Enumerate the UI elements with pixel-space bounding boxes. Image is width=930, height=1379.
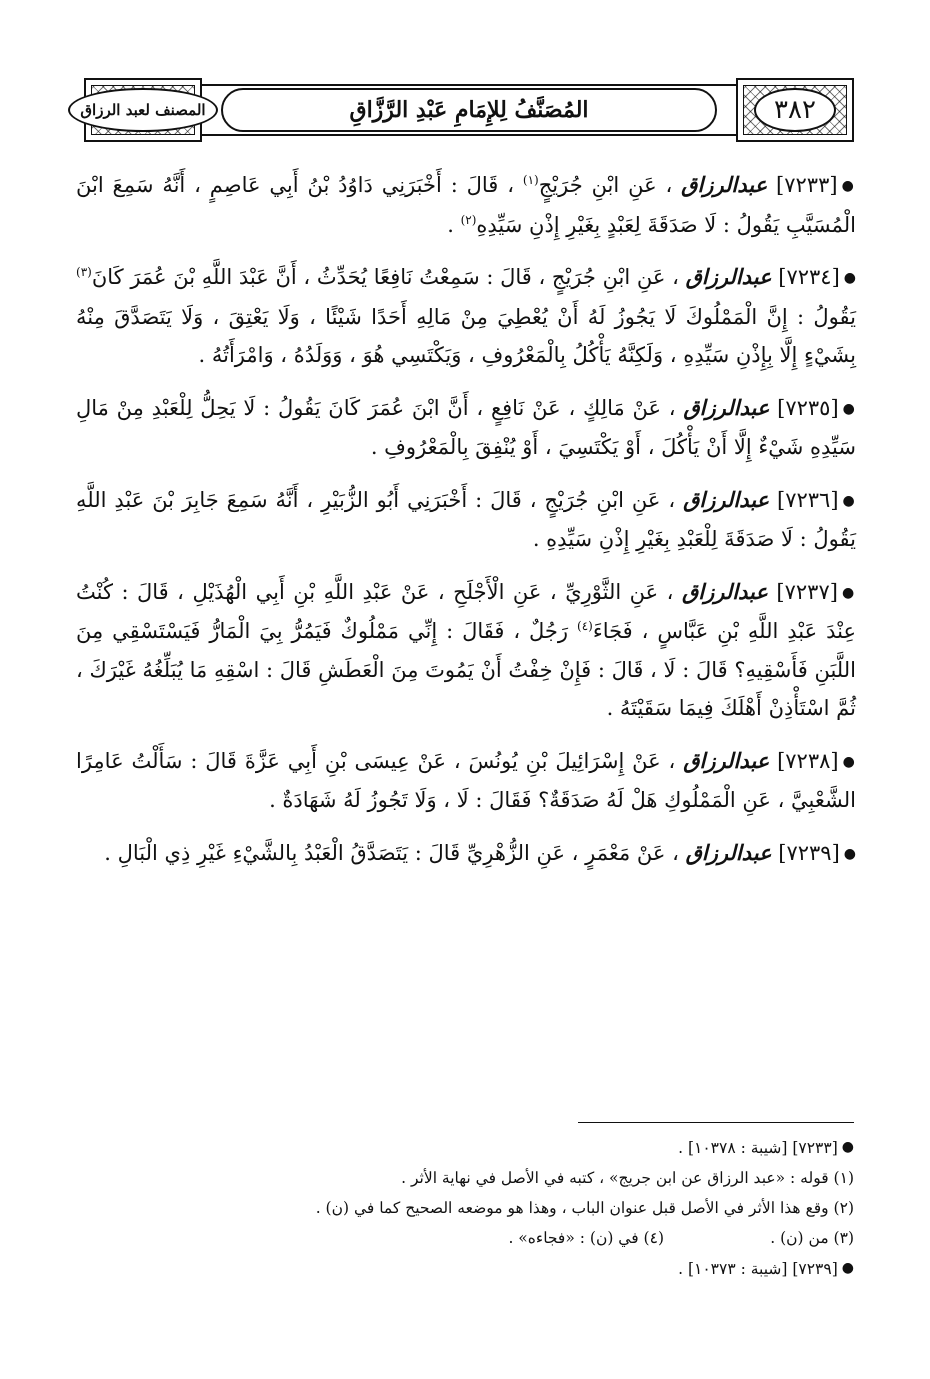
hadith-entry-7239	[76, 834, 856, 874]
entry-text: ، عَنِ الثَّوْرِيِّ ، عَنِ الْأَجْلَحِ ، عَنْ عَبْدِ اللَّهِ بْنِ أَبِي الْهُذَيْلِ ، قَالَ : كُنْتُ عِنْدَ عَبْدِ اللَّهِ بْنِ عَبَّاسٍ ، فَجَاءَ	[76, 579, 856, 643]
entry-number: [٧٢٣٩]	[778, 840, 840, 865]
entry-number: [٧٢٣٤]	[778, 265, 840, 289]
bullet-icon: ●	[841, 178, 856, 194]
narrator-name: عبدالرزاق	[683, 747, 770, 773]
footnote-marker: (٤)	[577, 619, 593, 633]
main-text	[76, 166, 856, 887]
hadith-entry-7233	[76, 166, 856, 244]
entry-text: ، عَنِ ابْنِ جُرَيْجٍ	[538, 173, 673, 197]
entry-text: ، عَنْ إِسْرَائِيلَ بْنِ يُونُسَ ، عَنْ عِيسَى بْنِ أَبِي عَزَّةَ قَالَ : سَأَلْتُ عَامِرًا الشَّعْبِيَّ ، عَنِ الْمَمْلُوكِ هَلْ لَهُ صَدَقَةٌ؟ فَقَالَ : لَا ، وَلَا تَجُوزُ لَهُ شَهَادَةٌ .	[76, 748, 856, 812]
entry-text: ، عَنِ ابْنِ جُرَيْجٍ ، قَالَ : سَمِعْتُ نَافِعًا يُحَدِّثُ ، أَنَّ عَبْدَ اللَّهِ بْنَ عُمَرَ كَانَ	[91, 265, 679, 289]
narrator-name: عبدالرزاق	[685, 839, 772, 865]
bullet-icon: ●	[841, 584, 856, 601]
entry-number: [٧٢٣٥]	[777, 395, 839, 420]
footnote-4: (٤) في (ن) : «فجاءه» .	[508, 1229, 664, 1247]
page-header	[80, 78, 854, 142]
entry-text: رَجُلٌ ، فَقَالَ : إِنِّي مَمْلُوكٌ فَيَمُرُّ بِيَ الْمَارُّ فَيَسْتَسْقِي مِنَ اللَّبَنِ فَأَسْقِيهِ؟ قَالَ : لَا ، قَالَ : فَإِنْ خِفْتُ أَنْ يَمُوتَ مِنَ الْعَطَشِ قَالَ : اسْقِهِ مَا يُبَلِّغُهُ غَيْرَكَ ، ثُمَّ اسْتَأْذِنْ أَهْلَكَ فِيمَا سَقَيْتَهُ .	[76, 619, 856, 720]
hadith-entry-7236	[76, 481, 856, 559]
title-band	[202, 84, 736, 136]
entry-text: ، عَنِ ابْنِ جُرَيْجٍ ، قَالَ : أَخْبَرَنِي أَبُو الزُّبَيْرِ ، أَنَّهُ سَمِعَ جَابِرَ بْنَ عَبْدِ اللَّهِ يَقُولُ : لَا صَدَقَةَ لِلْعَبْدِ بِغَيْرِ إِذْنِ سَيِّدِهِ .	[76, 487, 856, 551]
hadith-entry-7237	[76, 573, 856, 728]
bullet-icon: ●	[842, 492, 856, 509]
bullet-icon: ●	[843, 845, 856, 862]
footnotes	[86, 1132, 854, 1284]
ornament-pattern	[743, 85, 847, 135]
footnote-row	[86, 1223, 854, 1253]
footnote-marker: (٢)	[460, 212, 477, 227]
hadith-entry-7234	[76, 258, 856, 375]
emblem-frame	[80, 78, 206, 142]
bullet-icon: ●	[842, 400, 856, 417]
entry-number: [٧٢٣٧]	[776, 579, 838, 604]
bullet-icon: ●	[842, 753, 856, 770]
source-reference-text: [٧٢٣٩] [شيبة : ١٠٣٧٣] .	[678, 1260, 838, 1278]
narrator-name: عبدالرزاق	[683, 394, 770, 420]
entry-text: ، قَالَ : أَخْبَرَنِي دَاوُدُ بْنُ أَبِي عَاصِمٍ ، أَنَّهُ سَمِعَ ابْنَ الْمُسَيَّبِ يَقُولُ : لَا صَدَقَةَ لِعَبْدٍ بِغَيْرِ إِذْنِ سَيِّدِهِ	[76, 173, 856, 237]
hadith-entry-7235	[76, 389, 856, 467]
entry-text: يَقُولُ : إِنَّ الْمَمْلُوكَ لَا يَجُوزُ لَهُ أَنْ يُعْطِيَ مِنْ مَالِهِ أَحَدًا شَيْئًا ، وَلَا يَعْتِقَ ، وَلَا يَتَصَدَّقَ مِنْهُ بِشَيْءٍ إِلَّا بِإِذْنِ سَيِّدِهِ ، وَلَكِنَّهُ يَأْكُلُ بِالْمَعْرُوفِ ، وَيَكْتَسِي هُوَ ، وَوَلَدُهُ ، وَامْرَأَتُهُ .	[76, 304, 856, 367]
page-number-frame	[736, 78, 854, 142]
footnote-marker: (١)	[522, 173, 539, 187]
page-number: ٣٨٢	[754, 88, 836, 132]
footnote-2: (٢) وقع هذا الأثر في الأصل قبل عنوان الباب ، وهذا هو موضعه الصحيح كما في (ن) .	[315, 1199, 854, 1217]
bullet-icon: ●	[841, 1139, 854, 1155]
narrator-name: عبدالرزاق	[685, 264, 772, 289]
narrator-name: عبدالرزاق	[681, 578, 768, 604]
bullet-icon: ●	[843, 270, 856, 286]
source-reference	[86, 1132, 854, 1163]
ornament-pattern	[80, 85, 206, 135]
entry-text: ، عَنْ مَعْمَرٍ ، عَنِ الزُّهْرِيِّ قَالَ : يَتَصَدَّقُ الْعَبْدُ بِالشَّيْءِ غَيْرِ ذِي الْبَالِ .	[104, 840, 679, 865]
entry-text: .	[447, 212, 454, 237]
hadith-entry-7238	[76, 742, 856, 820]
footnote-1: (١) قوله : «عبد الرزاق عن ابن جريج» ، كتبه في الأصل في نهاية الأثر .	[401, 1169, 854, 1187]
book-emblem-logo: المصنف لعبد الرزاق	[68, 88, 217, 132]
entry-number: [٧٢٣٨]	[777, 748, 839, 773]
source-reference-text: [٧٢٣٣] [شيبة : ١٠٣٧٨] .	[678, 1139, 838, 1157]
entry-number: [٧٢٣٦]	[777, 487, 839, 512]
entry-text: ، عَنْ مَالِكٍ ، عَنْ نَافِعٍ ، أَنَّ ابْنَ عُمَرَ كَانَ يَقُولُ : لَا يَحِلُّ لِلْعَبْدِ مِنْ مَالِ سَيِّدِهِ شَيْءٌ إِلَّا أَنْ يَأْكُلَ ، أَوْ يَكْتَسِيَ ، أَوْ يُنْفِقَ بِالْمَعْرُوفِ .	[76, 395, 856, 459]
narrator-name: عبدالرزاق	[681, 172, 768, 197]
bullet-icon: ●	[841, 1260, 854, 1276]
source-reference	[86, 1253, 854, 1284]
narrator-name: عبدالرزاق	[683, 486, 770, 512]
book-title: المُصَنَّفُ لِلإِمَامِ عَبْدِ الرَّزَّاقِ	[221, 88, 716, 132]
footnote-marker: (٣)	[76, 265, 92, 279]
entry-number: [٧٢٣٣]	[776, 173, 838, 197]
footnote-divider	[578, 1122, 854, 1123]
footnote-3: (٣) من (ن) .	[770, 1229, 854, 1247]
